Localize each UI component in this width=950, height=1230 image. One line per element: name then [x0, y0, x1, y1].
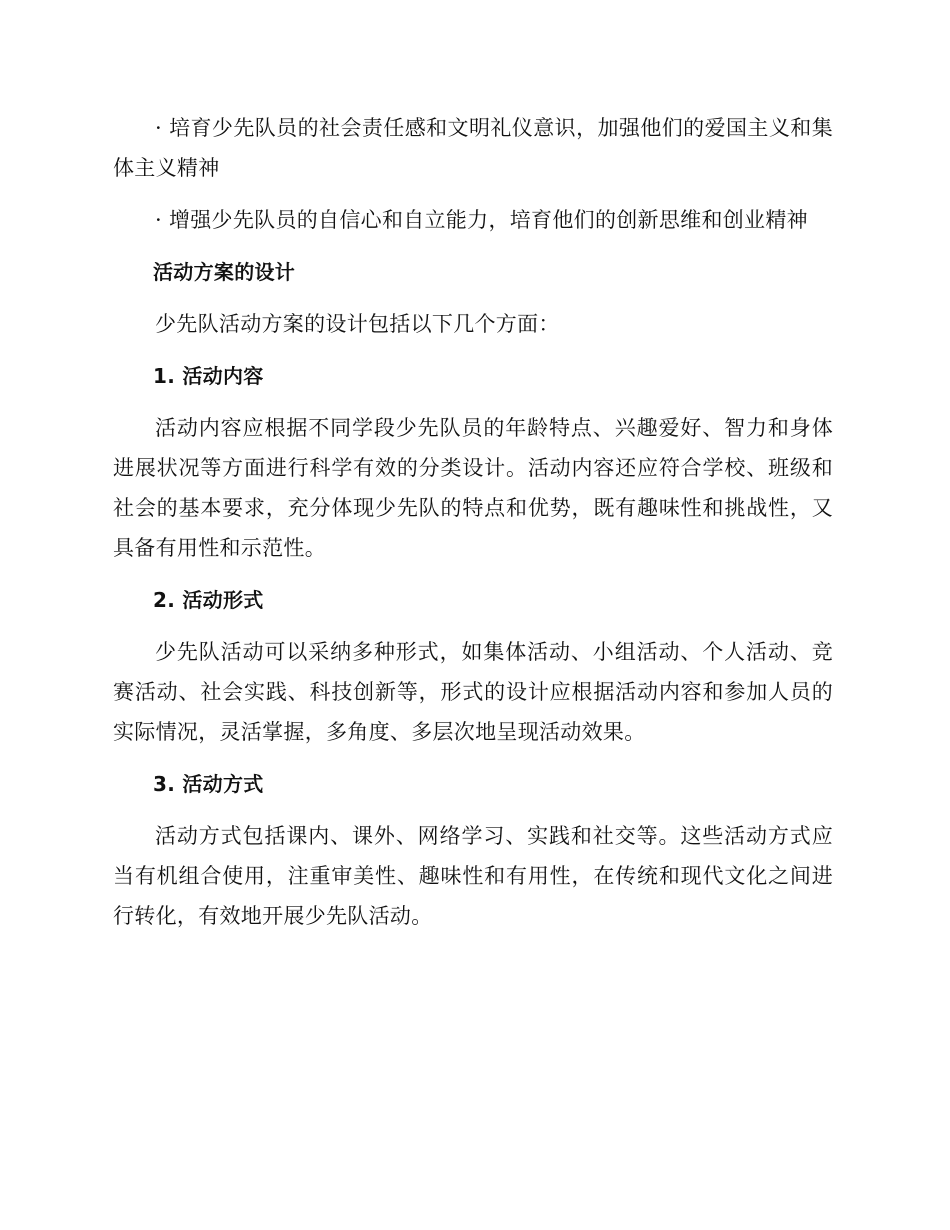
subsection-paragraph: 活动方式包括课内、课外、网络学习、实践和社交等。这些活动方式应当有机组合使用，注重审美性、趣味性和有用性，在传统和现代文化之间进行转化，有效地开展少先队活动。	[113, 824, 833, 928]
subsection-paragraph: 少先队活动可以采纳多种形式，如集体活动、小组活动、个人活动、竞赛活动、社会实践、科技创新等，形式的设计应根据活动内容和参加人员的实际情况，灵活掌握，多角度、多层次地呈现活动效果。	[113, 640, 833, 744]
intro-paragraph: 少先队活动方案的设计包括以下几个方面：	[155, 312, 560, 336]
bullet-item: · 增强少先队员的自信心和自立能力，培育他们的创新思维和创业精神	[155, 208, 808, 232]
subsection-heading: 2. 活动形式	[153, 588, 264, 612]
subsection-paragraph: 活动内容应根据不同学段少先队员的年龄特点、兴趣爱好、智力和身体进展状况等方面进行科学有效的分类设计。活动内容还应符合学校、班级和社会的基本要求，充分体现少先队的特点和优势，既有趣味性和挑战性，又具备有用性和示范性。	[113, 416, 833, 560]
subsection-heading: 3. 活动方式	[153, 772, 264, 796]
subsection-heading: 1. 活动内容	[153, 364, 264, 388]
bullet-item: · 培育少先队员的社会责任感和文明礼仪意识，加强他们的爱国主义和集体主义精神	[113, 116, 833, 180]
document-body	[113, 108, 833, 948]
section-title: 活动方案的设计	[153, 260, 296, 284]
